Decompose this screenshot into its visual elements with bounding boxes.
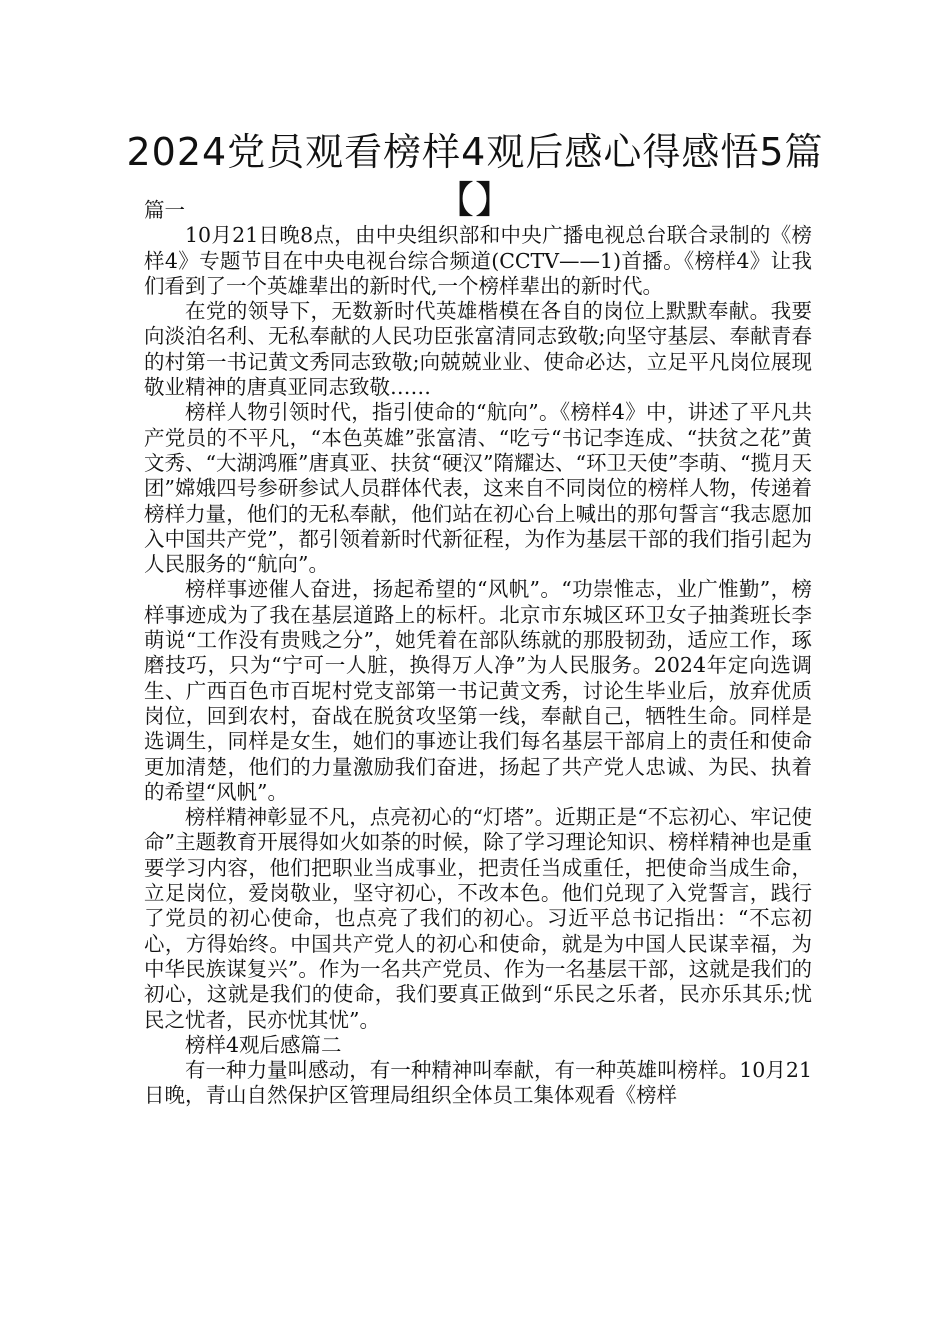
paragraph: 在党的领导下，无数新时代英雄楷模在各自的岗位上默默奉献。我要向淡泊名利、无私奉献的人民功臣张富清同志致敬;向坚守基层、奉献青春的村第一书记黄文秀同志致敬;向兢兢业业、使命必达，立足平凡岗位展现敬业精神的唐真亚同志致敬…… [144,299,812,400]
paragraph: 榜样事迹催人奋进，扬起希望的“风帆”。“功崇惟志，业广惟勤”，榜样事迹成为了我在基层道路上的标杆。北京市东城区环卫女子抽粪班长李萌说“工作没有贵贱之分”，她凭着在部队练就的那股韧劲，适应工作，琢磨技巧，只为“宁可一人脏，换得万人净”为人民服务。2024年定向选调生、广西百色市百坭村党支部第一书记黄文秀，讨论生毕业后，放弃优质岗位，回到农村，奋战在脱贫攻坚第一线，奉献自己，牺牲生命。同样是选调生，同样是女生，她们的事迹让我们每名基层干部肩上的责任和使命更加清楚，他们的力量激励我们奋进，扬起了共产党人忠诚、为民、执着的希望“风帆”。 [144,577,812,804]
paragraph: 有一种力量叫感动，有一种精神叫奉献，有一种英雄叫榜样。10月21日晚，青山自然保护区管理局组织全体员工集体观看《榜样 [144,1058,812,1108]
paragraph: 榜样人物引领时代，指引使命的“航向”。《榜样4》中，讲述了平凡共产党员的不平凡，“本色英雄”张富清、“吃亏“书记李连成、“扶贫之花”黄文秀、“大湖鸿雁”唐真亚、扶贫“硬汉”隋耀达、“环卫天使”李萌、“揽月天团”嫦娥四号参研参试人员群体代表，这来自不同岗位的榜样人物，传递着榜样力量，他们的无私奉献，他们站在初心台上喊出的那句誓言“我志愿加入中国共产党”，都引领着新时代新征程，为作为基层干部的我们指引起为人民服务的“航向”。 [144,400,812,577]
section-heading: 篇一 [144,198,185,222]
document-body [144,198,812,1109]
document-title: 2024党员观看榜样4观后感心得感悟5篇【】 [126,130,824,222]
section-heading: 榜样4观后感篇二 [185,1032,342,1057]
paragraph: 10月21日晚8点，由中央组织部和中央广播电视总台联合录制的《榜样4》专题节目在中央电视台综合频道(CCTV——1)首播。《榜样4》让我们看到了一个英雄辈出的新时代,一个榜样辈出的新时代。 [144,223,812,298]
paragraph: 榜样精神彰显不凡，点亮初心的“灯塔”。近期正是“不忘初心、牢记使命”主题教育开展得如火如荼的时候，除了学习理论知识、榜样精神也是重要学习内容，他们把职业当成事业，把责任当成重任，把使命当成生命，立足岗位，爱岗敬业，坚守初心，不改本色。他们兑现了入党誓言，践行了党员的初心使命，也点亮了我们的初心。习近平总书记指出：“不忘初心，方得始终。中国共产党人的初心和使命，就是为中国人民谋幸福，为中华民族谋复兴”。作为一名共产党员、作为一名基层干部，这就是我们的初心，这就是我们的使命，我们要真正做到“乐民之乐者，民亦乐其乐;忧民之忧者，民亦忧其忧”。 [144,805,812,1032]
